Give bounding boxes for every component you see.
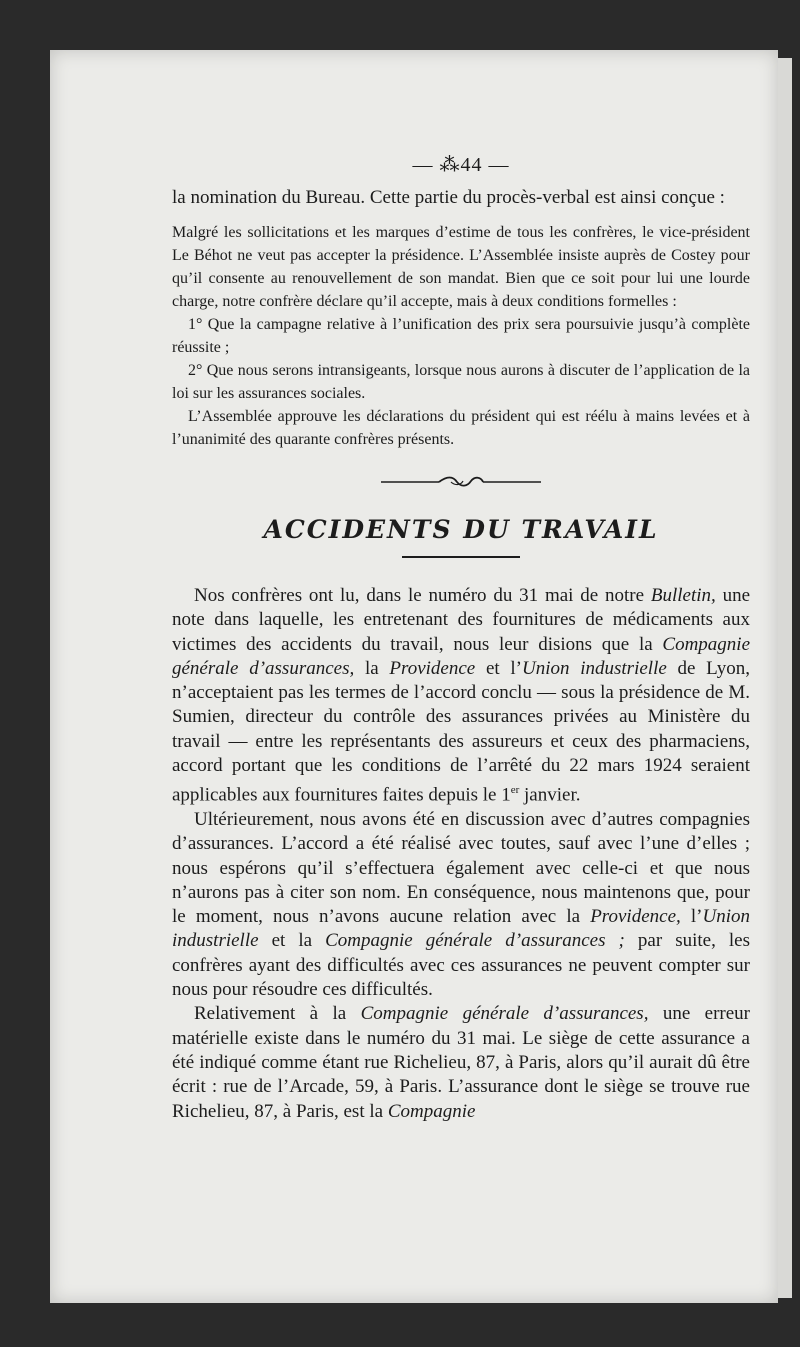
- text-run: et l’: [475, 657, 522, 679]
- body-paragraph-2: [172, 808, 750, 1002]
- page-number: — ⁂44 —: [412, 154, 510, 176]
- text-run: une note dans laquelle, les entretenant des fournitures de médicaments aux victimes des accidents du travail, nous leur disions que la: [172, 585, 751, 655]
- quote-paragraph-2: 1° Que la campagne relative à l’unification des prix sera poursuivie jusqu’à complète réussite ;: [172, 316, 750, 356]
- text-run: de Lyon, n’acceptaient pas les termes de l’accord conclu — sous la présidence de M. Sumien, directeur du contrôle des assurances privées au Ministère du travail — entre les représentants des assureurs et ceux des pharmaciens, accord portant que les conditions de l’arrêté du 22 mars 1924 seraient applicables aux fournitures faites depuis le 1: [172, 657, 750, 806]
- text-run: la: [354, 657, 390, 679]
- text-run: une erreur matérielle existe dans le numéro du 31 mai. Le siège de cette assurance a été indiqué comme étant rue Richelieu, 87, à Paris, alors qu’il aurait dû être écrit : rue de l’Arcade, 59, à Paris. L’assurance dont le siège se trouve rue Richelieu, 87, à Paris, est la: [172, 1003, 750, 1122]
- italic-run: Compagnie générale d’assurances,: [360, 1003, 649, 1025]
- italic-run: Compagnie: [387, 1100, 476, 1122]
- intro-paragraph: la nomination du Bureau. Cette partie du procès-verbal est ainsi conçue :: [172, 187, 725, 208]
- text-run: l’: [680, 906, 703, 928]
- section-title: ACCIDENTS DU TRAVAIL: [263, 515, 659, 544]
- body-paragraph-1: [172, 584, 750, 808]
- body-paragraph-3: [172, 1002, 750, 1123]
- next-page-edge: [778, 58, 792, 1298]
- italic-run: Union industrielle: [172, 906, 751, 952]
- text-run: Relativement à la: [194, 1003, 361, 1025]
- italic-run: Bulletin,: [650, 585, 716, 606]
- text-run: janvier.: [519, 784, 581, 806]
- superscript: er: [510, 784, 520, 797]
- quote-paragraph-4: L’Assemblée approuve les déclarations du président qui est réélu à mains levées et à l’unanimité des quarante confrères présents.: [172, 408, 750, 448]
- italic-run: Providence,: [590, 906, 681, 928]
- quote-paragraph-3: 2° Que nous serons intransigeants, lorsque nous aurons à discuter de l’application de la loi sur les assurances sociales.: [172, 362, 750, 402]
- text-run: Nos confrères ont lu, dans le numéro du 31 mai de notre: [194, 585, 651, 606]
- italic-run: Compagnie générale d’assurances ;: [325, 930, 625, 952]
- ornamental-divider: [381, 473, 541, 491]
- quote-paragraph-1: Malgré les sollicitations et les marques d’estime de tous les confrères, le vice-président Le Béhot ne veut pas accepter la présidence. L’Assemblée insiste auprès de Costey pour qu’il consente au renouvellement de son mandat. Bien que ce soit pour lui une lourde charge, notre confrère déclare qu’il accepte, mais à deux conditions formelles :: [172, 224, 750, 310]
- article-body: [172, 584, 750, 1124]
- minutes-quote: [172, 221, 750, 451]
- text-run: Ultérieurement, nous avons été en discussion avec d’autres compagnies d’assurances. L’accord a été réalisé avec toutes, sauf avec l’une d’elles ; nous espérons qu’il s’effectuera également avec celle-ci et que nous n’aurons pas à citer son nom. En conséquence, nous maintenons que, pour le moment, nous n’avons aucune relation avec la: [172, 809, 750, 928]
- italic-run: Union industrielle: [522, 657, 667, 679]
- italic-run: Compagnie générale d’assurances,: [172, 633, 750, 679]
- page-content: [172, 152, 750, 1124]
- italic-run: Providence: [389, 657, 476, 679]
- text-run: et la: [258, 930, 326, 952]
- text-run: par suite, les confrères ayant des difficultés avec ces assurances ne peuvent compter sur nous pour résoudre ces difficultés.: [172, 930, 750, 1001]
- title-underline: [402, 556, 520, 558]
